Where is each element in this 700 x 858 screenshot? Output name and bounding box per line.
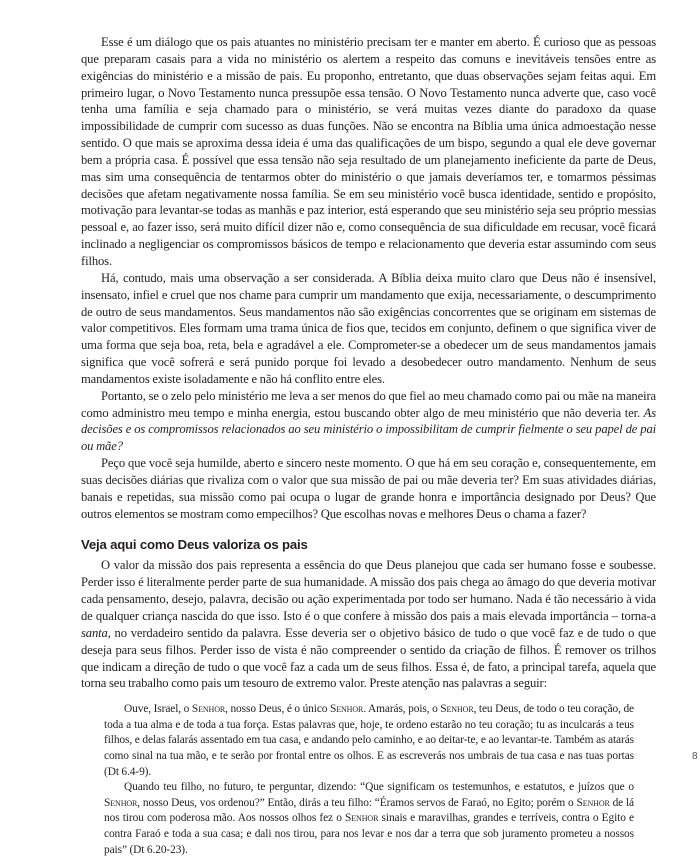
quote-text: , nosso Deus, é o único <box>225 703 330 716</box>
quote-small-caps: Senhor <box>329 703 364 716</box>
quote-small-caps: Senhor <box>191 703 226 716</box>
quote-text: . Amarás, pois, o <box>363 703 441 716</box>
paragraph-3-italic-question: As decisões e os compromissos relacionados ao seu ministério o impossibilitam de cumprir fielmente o seu papel de pai ou mãe? <box>81 405 657 454</box>
quote-paragraph-2 <box>104 780 634 858</box>
quote-small-caps: Senhor <box>345 812 379 825</box>
body-text <box>81 34 656 522</box>
quote-text: , nosso Deus, vos ordenou?” Então, dirás a teu filho: “Éramos servos de Faraó, no Egito; porém o <box>137 796 577 809</box>
quote-small-caps: Senhor <box>440 703 474 716</box>
paragraph-2: Há, contudo, mais uma observação a ser considerada. A Bíblia deixa muito claro que Deus não é insensível, insensato, infiel e cruel que nos chame para cumprir um mandamento que exija, necessariamente, o descumprimento de outro de seus mandamentos. Seus mandamentos não são exigências concorrentes que se originam em sistemas de valor competitivos. Eles formam uma trama única de fios que, tecidos em conjunto, definem o que significa viver de uma forma que seja boa, reta, bela e agradável a ele. Comprometer-se a obedecer um de seus mandamentos jamais significa que você sofrerá e será punido porque foi levado a desobedecer outro mandamento. Nenhum de seus mandamentos existe isoladamente e não há conflito entre eles. <box>81 270 656 386</box>
section-paragraph-text-b: no verdadeiro sentido da palavra. Esse deveria ser o objetivo básico de tudo o que você faz e de tudo o que deseja para seus filhos. Perder isso de vista é não compreender o sentido da criação de filhos. É remover os trilhos que indicam a direção de tudo o que você faz a cada um de seus filhos. Essa é, de fato, a principal tarefa, aquela que torna seu trabalho como pais um tesouro de extremo valor. Preste atenção nas palavras a seguir: <box>81 625 656 691</box>
scripture-quote <box>104 702 634 858</box>
quote-text: , teu Deus, de todo o teu coração, de toda a tua alma e de toda a tua força. Estas palavras que, hoje, te ordeno estarão no teu coração; tu as inculcarás a teus filhos, e delas falarás assentado em tua casa, e andando pelo caminho, e ao deitar-te, e ao levantar-te. Também as atarás como sinal na tua mão, e te serão por frontal entre os olhos. E as escreverás nos umbrais de tua casa e nas tuas portas (Dt 6.4-9). <box>104 703 635 778</box>
quote-text: sinais e maravilhas, grandes e terríveis, contra o Egito e contra Faraó e toda a sua casa; e dali nos tirou, para nos levar e nos dar a terra que sob juramento prometeu a nossos pais” (Dt 6.20-23). <box>104 812 634 856</box>
section-paragraph-italic: santa, <box>81 625 111 640</box>
paragraph-1: Esse é um diálogo que os pais atuantes no ministério precisam ter e manter em aberto. É curioso que as pessoas que preparam casais para a vida no ministério os alertem a respeito das comuns e inevitáveis tensões entre as exigências do ministério e a missão de pais. Eu proponho, entretanto, que duas observações sejam feitas aqui. Em primeiro lugar, o Novo Testamento nunca pressupõe essa tensão. O Novo Testamento nunca adverte que, caso você tenha uma família e seja chamado para o ministério, se verá muitas vezes diante do paradoxo da quase impossibilidade de cumprir com sucesso as duas funções. Não se encontra na Bíblia uma única admoestação nesse sentido. O que mais se aproxima dessa ideia é uma das qualificações de um bispo, segundo a qual ele deve governar bem a própria casa. É possível que essa tensão não seja resultado de um planejamento ineficiente da parte de Deus, mas sim uma consequência de tentarmos obter do ministério o que jamais deveríamos ter, e tomarmos péssimas decisões que afetam negativamente nossa família. Se em seu ministério você busca identidade, sentido e propósito, motivação para levantar-se todas as manhãs e paz interior, está esperando que seu ministério seja seu próprio messias pessoal e, ao fazer isso, será muito difícil dizer não e, como consequência de sua dificuldade em recusar, você ficará inclinado a negligenciar os compromissos básicos de tempo e relacionamento que deveria estar assumindo com seus filhos. <box>81 35 656 268</box>
paragraph-3-text: Portanto, se o zelo pelo ministério me leva a ser menos do que fiel ao meu chamado como pai ou mãe na maneira como administro meu tempo e minha energia, estou buscando obter algo de meu ministério que não deveria ter. <box>81 388 656 420</box>
page-number: 8 <box>692 751 698 762</box>
section-paragraph-1 <box>81 557 656 692</box>
section-heading: Veja aqui como Deus valoriza os pais <box>81 537 308 553</box>
quote-paragraph-1 <box>104 702 634 780</box>
paragraph-3 <box>81 388 656 455</box>
quote-text: Ouve, Israel, o <box>124 703 192 716</box>
page-content <box>81 34 656 858</box>
paragraph-4: Peço que você seja humilde, aberto e sincero neste momento. O que há em seu coração e, consequentemente, em suas decisões diárias que rivaliza com o valor que sua missão de pai ou mãe deveria ter? Em suas atividades diárias, banais e repetidas, sua missão como pai ocupa o lugar de grande honra e importância designado por Deus? Que outros elementos se mostram como empecilhos? Que escolhas novas e melhores Deus o chama a fazer? <box>81 456 656 521</box>
quote-small-caps: Senhor <box>104 796 138 809</box>
section-paragraph-text-a: O valor da missão dos pais representa a essência do que Deus planejou que cada ser humano fosse e soubesse. Perder isso é literalmente perder parte de sua humanidade. A missão dos pais chega ao âmago do que deveria motivar cada pensamento, desejo, palavra, decisão ou ação experimentada por todo ser humano. Nada é tão necessário à vida de qualquer criança nascida do que isso. Isto é o que confere à missão dos pais a mais elevada importância – torna-a <box>81 558 656 623</box>
quote-text: Quando teu filho, no futuro, te perguntar, dizendo: “Que significam os testemunhos, e estatutos, e juízos que o <box>124 781 634 794</box>
section-body <box>81 557 656 692</box>
quote-small-caps: Senhor <box>576 796 610 809</box>
quote-text: de lá nos tirou com poderosa mão. Aos nossos olhos fez o <box>104 796 634 825</box>
